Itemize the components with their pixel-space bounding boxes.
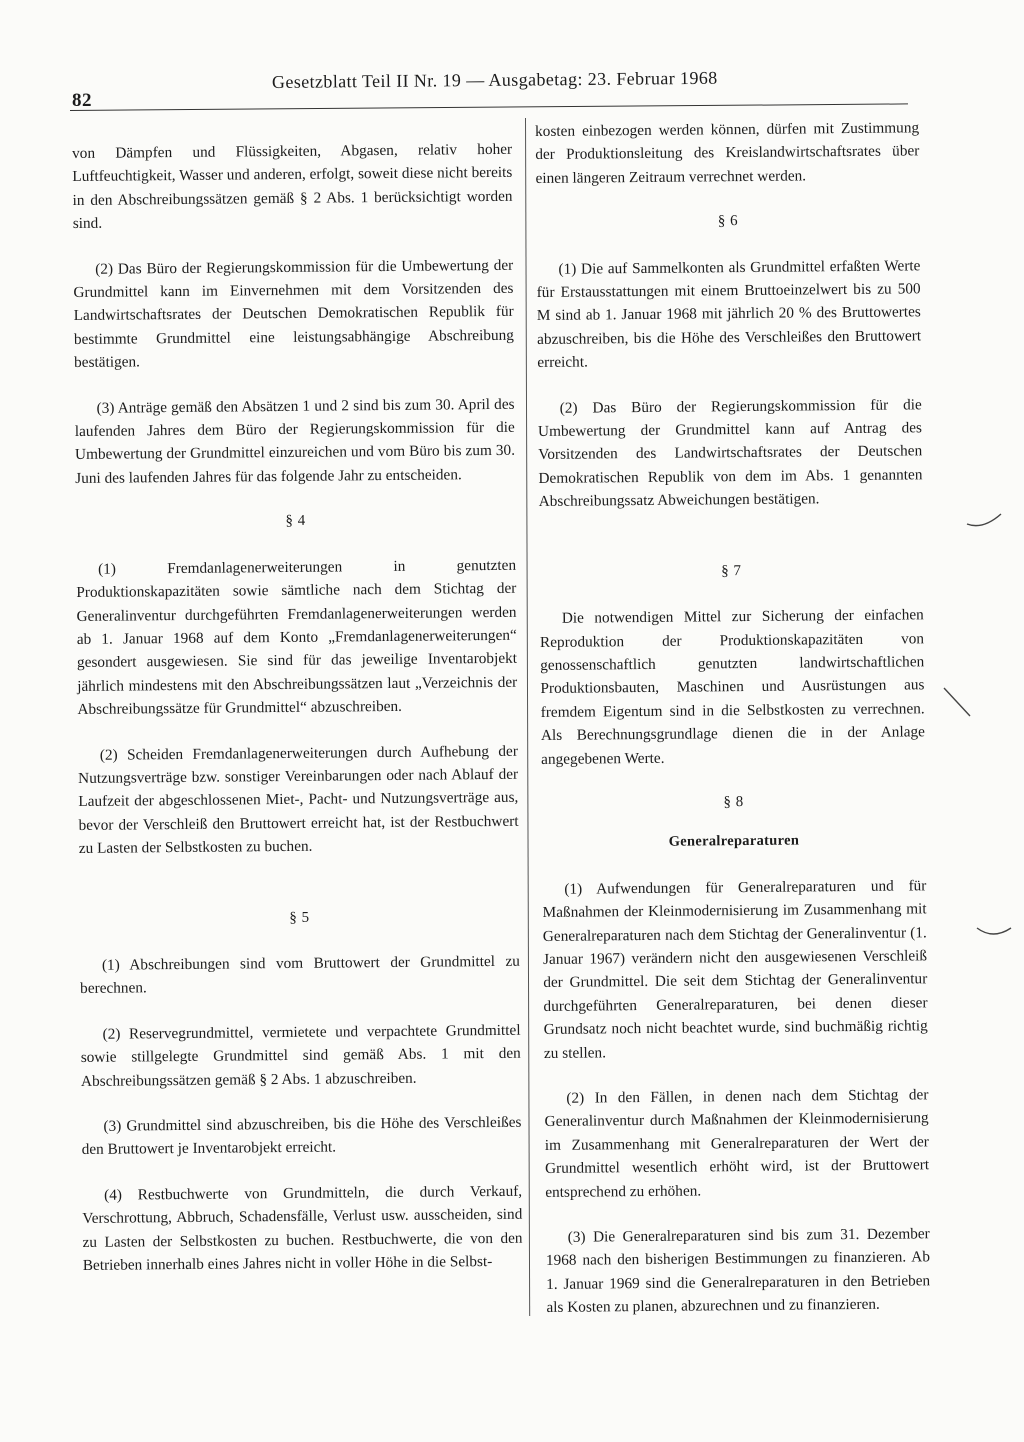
page-number: 82 [72,90,92,111]
paragraph-3-3: (3) Anträge gemäß den Absätzen 1 und 2 sind bis zum 30. April des laufenden Jahres dem Büro der Regierungskommission für die Umbewertung der Grundmittel einzureichen und vom Büro bis zum 30. Juni des laufenden Jahres für das folgende Jahr zu entscheiden. [74,395,516,487]
continued-paragraph: von Dämpfen und Flüssigkeiten, Abgasen, relativ hoher Luftfeuchtigkeit, Wasser und anderen, erfolgt, soweit diese nicht bereits in den Abschreibungssätzen gemäß § 2 Abs. 1 berücksichtigt worden sind. [72,140,513,233]
paragraph-5-1: (1) Abschreibungen sind vom Bruttowert der Grundmittel zu berechnen. [80,952,520,998]
header-rule [70,103,908,111]
left-column [72,138,523,1342]
paragraph-5-2: (2) Reservegrundmittel, vermietete und verpachtete Grundmittel sowie stillgelegte Grundmittel sind gemäß Abs. 1 mit den Abschreibungssätzen gemäß § 2 Abs. 1 abzuschreiben. [80,1021,521,1090]
paragraph-8-3: (3) Die Generalreparaturen sind bis zum 31. Dezember 1968 nach den bisherigen Bestimmungen zu finanzieren. Ab 1. Januar 1969 sind die Generalreparaturen in den Betrieben als Kosten zu planen, abzurechnen und zu finanzieren. [545,1225,931,1317]
margin-mark-curve-1 [965,508,1005,530]
paragraph-3-2: (2) Das Büro der Regierungskommission für die Umbewertung der Grundmittel kann im Einvernehmen mit dem Vorsitzenden des Landwirtschaftsrates der Deutschen Demokratischen Republik für bestimmte Grundmittel eine leistungsabhängige Abschreibung bestätigen. [73,256,514,372]
paragraph-4-1: (1) Fremdanlagenerweiterungen in genutzten Produktionskapazitäten sowie sämtliche nach dem Stichtag der Generalinventur durchgeführten Fremdanlagenerweiterungen werden ab 1. Januar 1968 auf dem Konto „Fremdanlagenerweiterungen“ gesondert ausgewiesen. Sie sind für das jeweilige Inventarobjekt jährlich mindestens mit den Abschreibungssätzen laut „Verzeichnis der Abschreibungssätze für Grundmittel“ abzuschreiben. [76,556,518,719]
paragraph-5-3: (3) Grundmittel sind abzuschreiben, bis die Höhe des Verschleißes den Bruttowert je Inventarobjekt erreicht. [81,1113,522,1159]
section-title-8: § 8 [723,793,744,811]
paragraph-7-1: Die notwendigen Mittel zur Sicherung der einfachen Reproduktion der Produktionskapazitäten von genossenschaftlich genutzten landwirtschaftlichen Produktionsbauten, Maschinen und Ausrüstungen aus fremdem Eigentum sind in die Selbstkosten zu verrechnen. Als Berechnungsgrundlage dienen die in der Anlage angegebenen Werte. [539,606,925,768]
paragraph-6-1: (1) Die auf Sammelkonten als Grundmittel erfaßten Werte für Erstausstattungen mit einem Bruttoeinzelwert bis zu 500 M sind ab 1. Januar 1968 mit jährlich 20 % des Bruttowertes abzuschreiben, bis die Höhe des Verschleißes den Bruttowert erreicht. [536,256,922,372]
section-title-5: § 5 [289,909,310,926]
margin-mark-slash [940,684,976,720]
paragraph-6-2: (2) Das Büro der Regierungskommission für die Umbewertung der Grundmittel kann auf Antrag des Vorsitzenden des Landwirtschaftsrates der Deutschen Demokratischen Republik von dem im Abs. 1 genannten Abschreibungssatz Abweichungen bestätigen. [537,395,923,511]
paragraph-5-4: (4) Restbuchwerte von Grundmitteln, die durch Verkauf, Verschrottung, Abbruch, Schadensfälle, Verlust usw. ausscheiden, sind zu Lasten der Selbstkosten zu buchen. Restbuchwerte, die von den Betrieben innerhalb eines Jahres nicht in voller Höhe in die Selbst- [82,1182,523,1274]
margin-mark-curve-2 [975,920,1015,942]
section-title-7: § 7 [721,562,742,579]
paragraph-8-2: (2) In den Fällen, in denen nach dem Stichtag der Generalinventur durch Maßnahmen der Kleinmodernisierung im Zusammenhang mit Generalreparaturen der Wert der Grundmittel wesentlich erhöht wird, ist der Bruttowert entsprechend zu erhöhen. [544,1086,930,1201]
paragraph-4-2: (2) Scheiden Fremdanlagenerweiterungen durch Aufhebung der Nutzungsverträge bzw. sonstiger Vereinbarungen oder nach Ablauf der Laufzeit der abgeschlossenen Miet-, Pacht- und Nutzungsverträge aus, bevor der Verschleiß den Bruttowert erreicht hat, ist der Restbuchwert zu Lasten der Selbstkosten zu buchen. [78,742,519,858]
section-title-4: § 4 [285,513,306,530]
section-heading-8: Generalreparaturen [668,832,800,851]
column-separator [525,118,530,1316]
continued-paragraph-right: kosten einbezogen werden können, dürfen mit Zustimmung der Produktionsleitung des Kreislandwirtschaftsrates über einen längeren Zeitraum verrechnet werden. [535,119,920,187]
running-header: Gesetzblatt Teil II Nr. 19 — Ausgabetag: 23. Februar 1968 [271,67,718,92]
section-title-6: § 6 [717,213,739,230]
paragraph-8-1: (1) Aufwendungen für Generalreparaturen und für Maßnahmen der Kleinmodernisierung im Zusammenhang mit Generalreparaturen nach dem Stichtag der Generalinventur (1. Januar 1967) verändern nicht den ausgewiesenen Verschleiß der Grundmittel. Die seit dem Stichtag der Generalinventur durchgeführten Generalreparaturen, bei denen dieser Grundsatz noch nicht beachtet wurde, sind buchmäßig richtig zu stellen. [542,877,928,1062]
right-column [535,116,931,1320]
